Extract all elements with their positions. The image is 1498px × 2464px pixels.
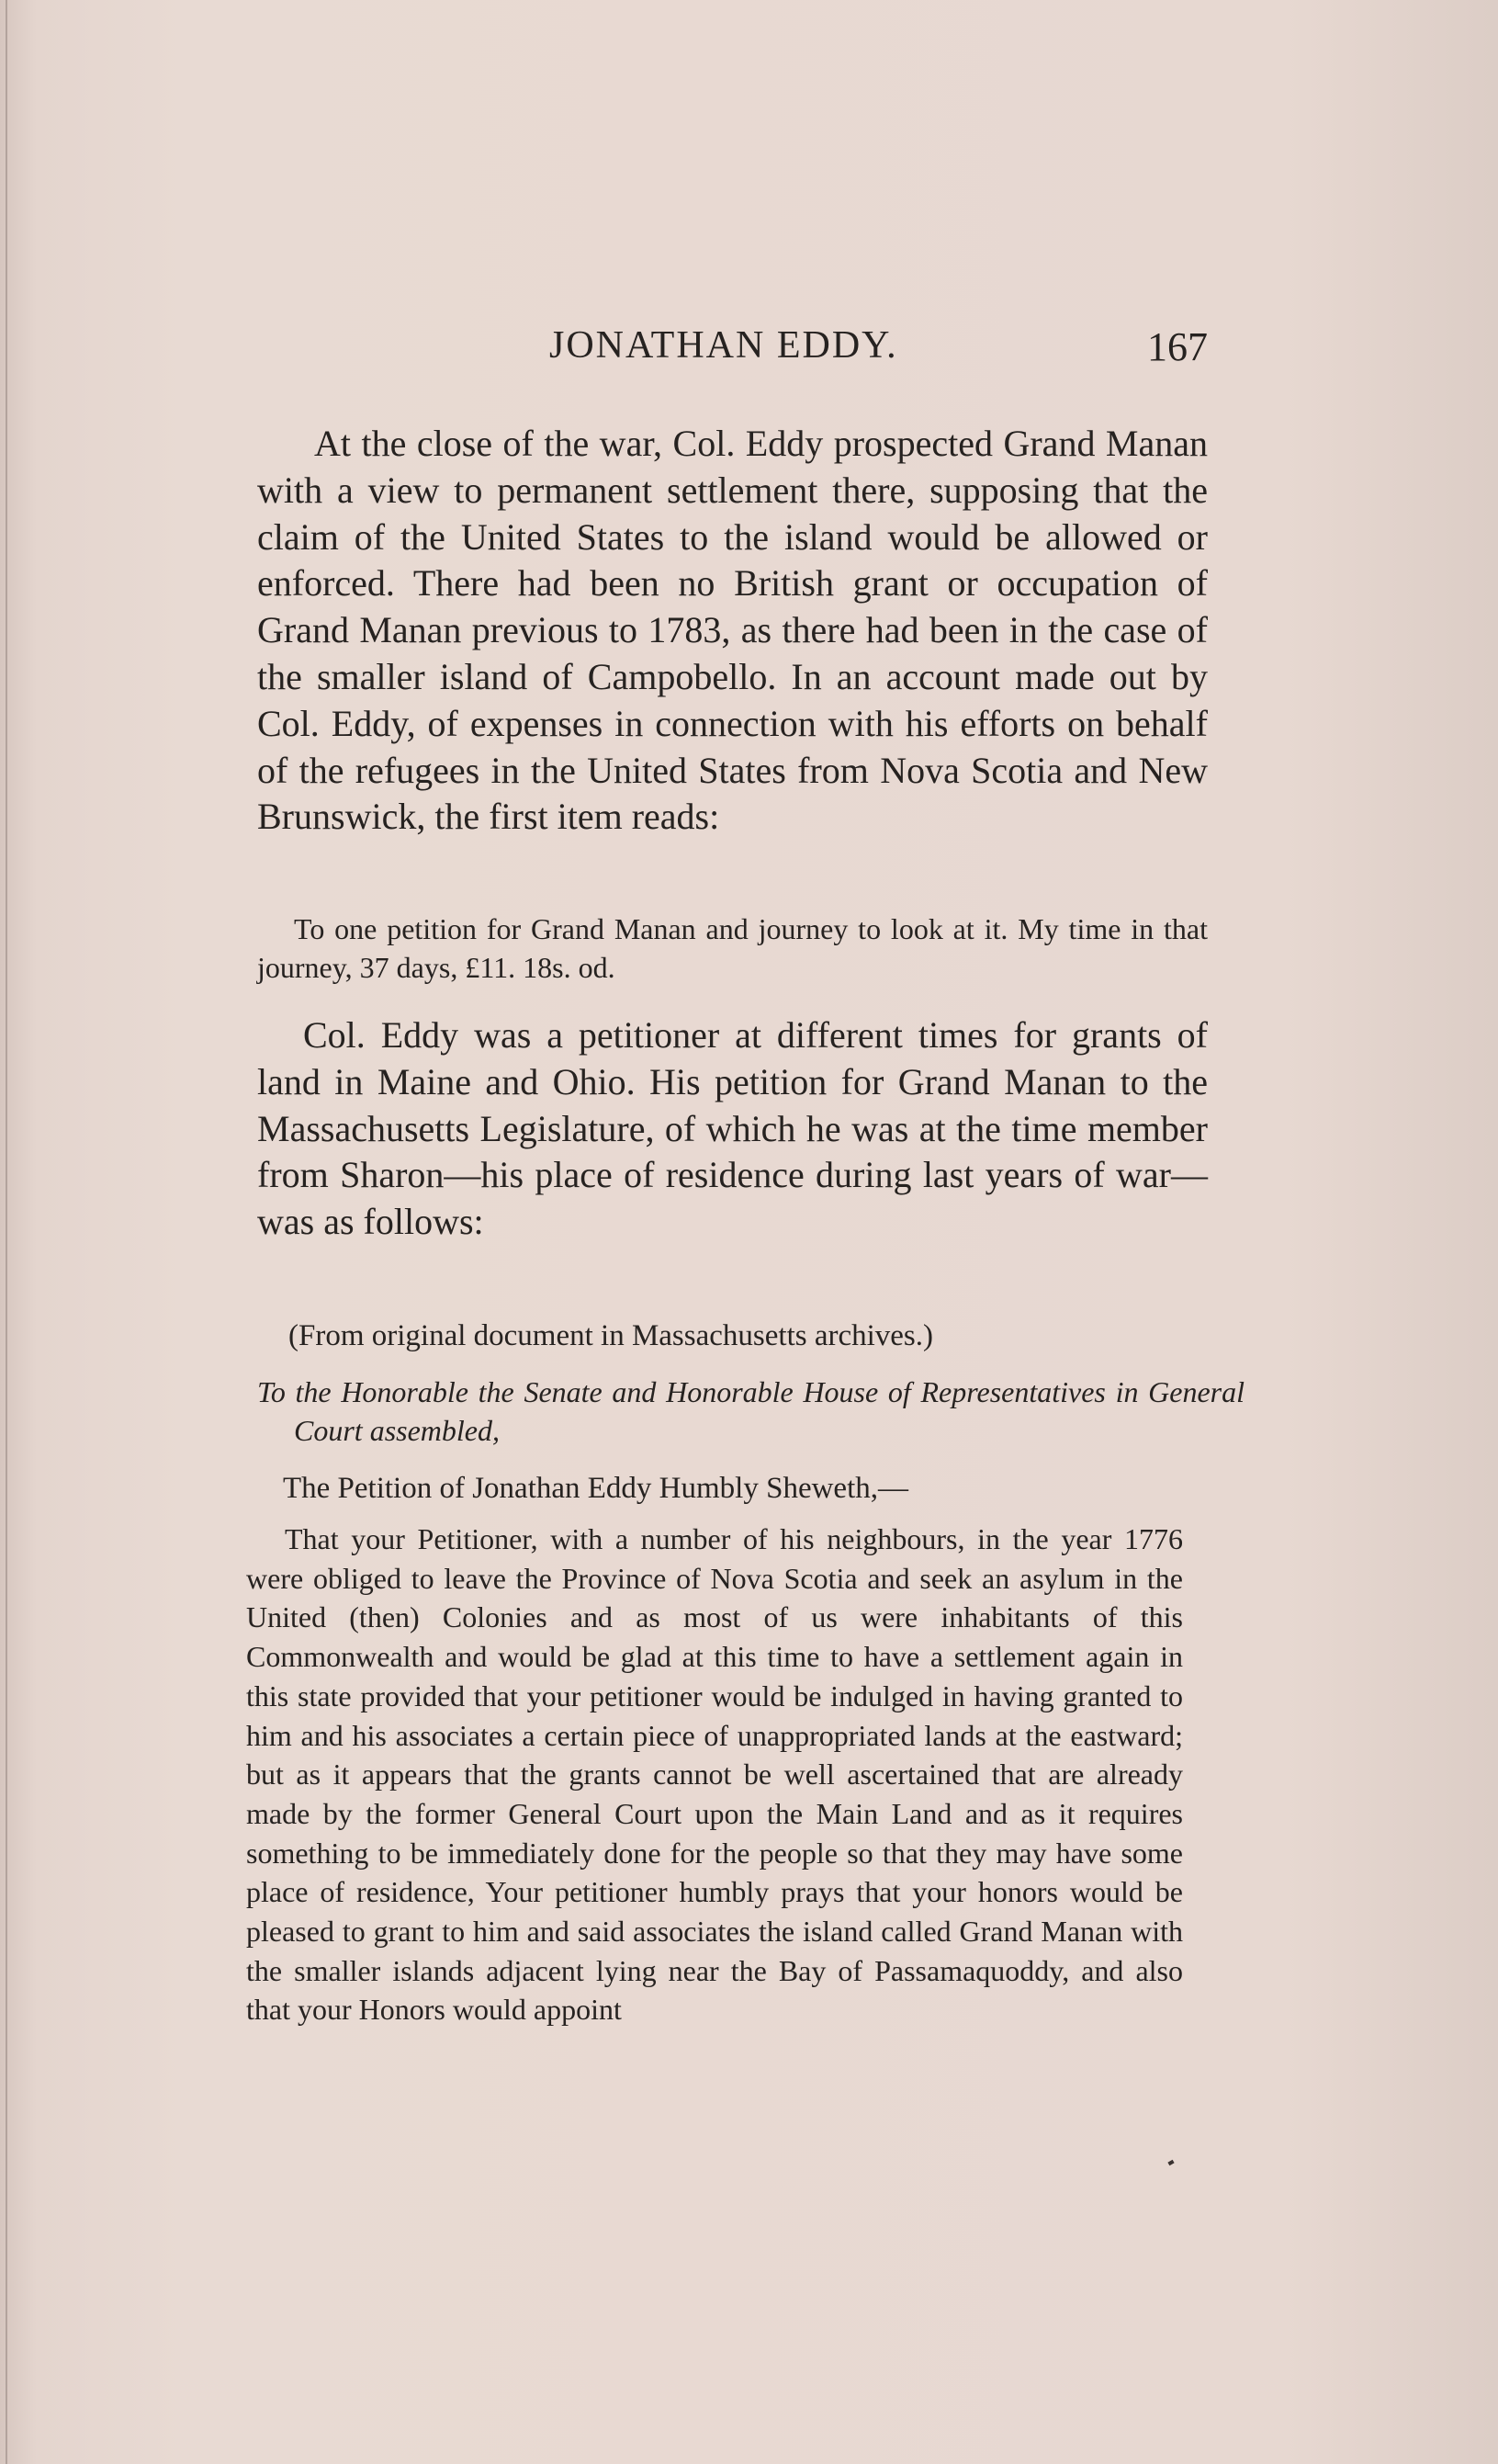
running-head: JONATHAN EDDY. [549,324,898,367]
page-number: 167 [1147,324,1208,369]
source-note: (From original document in Massachusetts archives.) [288,1319,934,1352]
page-header [257,323,1208,379]
page-edge [6,0,7,2464]
petition-address: To the Honorable the Senate and Honorable House of Representatives in General Court assembled, [257,1375,1245,1447]
paragraph-petitioner: Col. Eddy was a petitioner at different times for grants of land in Maine and Ohio. His petition for Grand Manan to the Massachusetts Legislature, of which he was at the time member from Sharon—his place of residence during last years of war—was as follows: [257,1014,1208,1243]
petition-text: That your Petitioner, with a number of his neighbours, in the year 1776 were obliged to leave the Province of Nova Scotia and seek an asylum in the United (then) Colonies and as most of us were inhabitants of this Commonwealth and would be glad at this time to have a settlement again in this state provided that your petitioner would be indulged in having granted to him and his associates a certain piece of unappropriated lands at the eastward; but as it appears that the grants cannot be well ascertained that are already made by the former General Court upon the Main Land and as it requires something to be immediately done for the people so that they may have some place of residence, Your petitioner humbly prays that your honors would be pleased to grant to him and said associates the island called Grand Manan with the smaller islands adjacent lying near the Bay of Passamaquoddy, and also that your Honors would appoint [246,1522,1183,2027]
account-item-quote: To one petition for Grand Manan and journey to look at it. My time in that journey, 37 days, £11. 18s. od. [257,912,1208,984]
paragraph-intro: At the close of the war, Col. Eddy prospected Grand Manan with a view to permanent settlement there, supposing that the claim of the United States to the island would be allowed or enforced. There had been no British grant or occupation of Grand Manan previous to 1783, as there had been in the case of the smaller island of Campobello. In an account made out by Col. Eddy, of expenses in connection with his efforts on behalf of the refugees in the United States from Nova Scotia and New Brunswick, the first item reads: [257,423,1208,838]
petition-salutation: The Petition of Jonathan Eddy Humbly Sheweth,— [283,1472,908,1505]
